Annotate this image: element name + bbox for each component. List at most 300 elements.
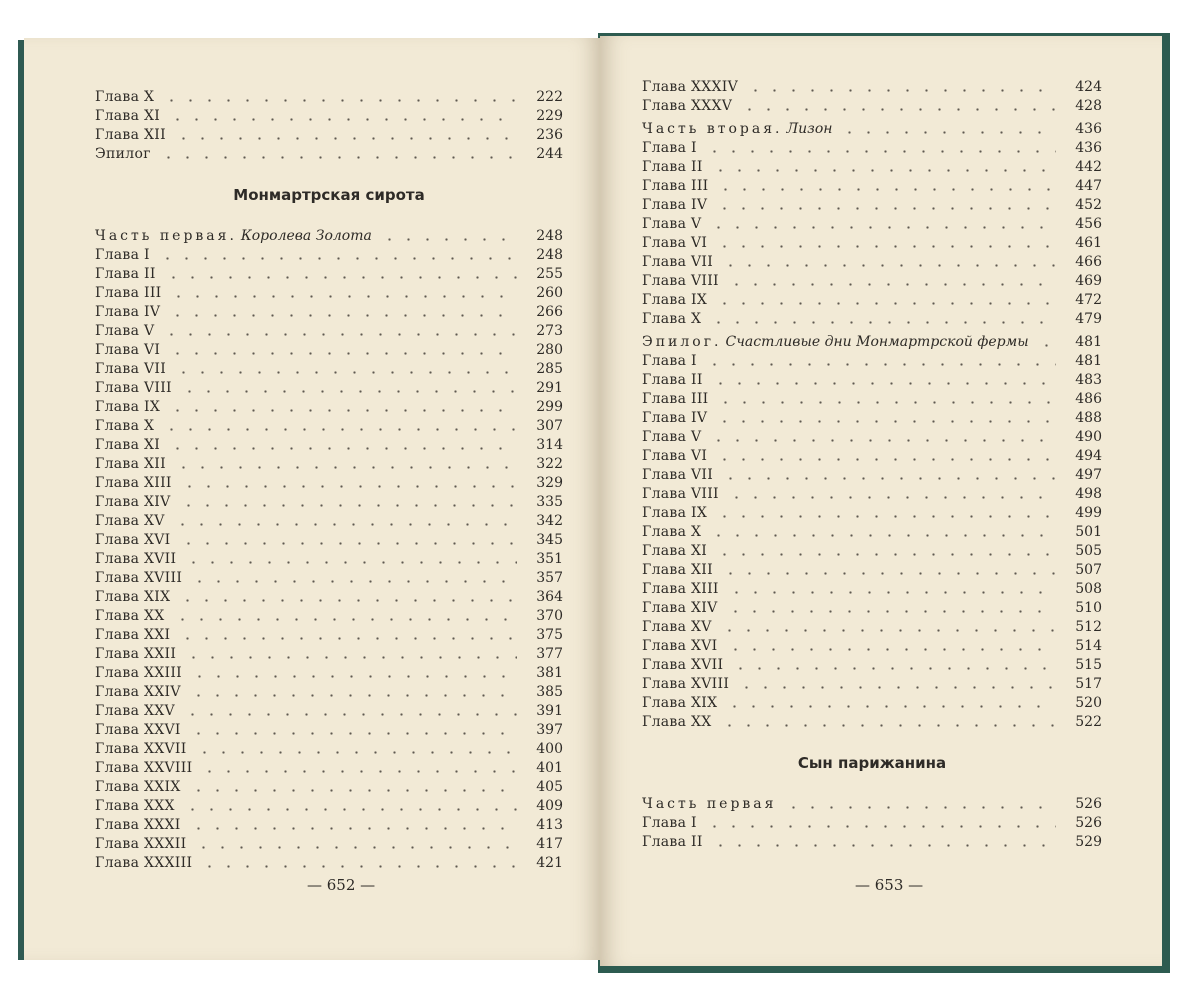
toc-entry — [95, 854, 563, 873]
entry-label: Глава XVI — [95, 532, 171, 548]
toc-entry — [95, 474, 563, 493]
section-heading: Монмартрская сирота — [233, 186, 425, 204]
entry-page-number: 345 — [536, 532, 563, 548]
entry-label: Глава X — [642, 524, 702, 540]
toc-column — [95, 88, 563, 873]
entry-label: Глава VII — [642, 467, 714, 483]
entry-page-number: 424 — [1075, 79, 1102, 95]
toc-entry — [95, 531, 563, 550]
dot-leader — [180, 485, 517, 488]
entry-page-number: 514 — [1075, 638, 1102, 654]
toc-entry — [642, 215, 1102, 234]
toc-entry — [642, 428, 1102, 447]
entry-label: Глава XXXV — [642, 98, 733, 114]
dot-leader — [725, 705, 1056, 708]
dot-leader — [711, 844, 1056, 847]
toc-entry — [95, 683, 563, 702]
entry-page-number: 442 — [1075, 159, 1102, 175]
toc-entry — [642, 656, 1102, 675]
dot-leader — [179, 504, 518, 507]
entry-page-number: 469 — [1075, 273, 1102, 289]
entry-label: Глава XXX — [95, 798, 175, 814]
dot-leader — [709, 226, 1056, 229]
entry-page-number: 266 — [536, 304, 563, 320]
toc-entry — [95, 455, 563, 474]
entry-label: Глава XVI — [642, 638, 718, 654]
dot-leader — [709, 534, 1056, 537]
entry-label: Глава X — [642, 311, 702, 327]
entry-page-number: 505 — [1075, 543, 1102, 559]
dot-leader — [158, 257, 517, 260]
entry-page-number: 409 — [536, 798, 563, 814]
toc-entry — [95, 759, 563, 778]
entry-label: Часть первая — [642, 796, 777, 812]
entry-page-number: 260 — [536, 285, 563, 301]
entry-page-number: 236 — [536, 127, 563, 143]
entry-page-number: 391 — [536, 703, 563, 719]
toc-entry — [95, 569, 563, 588]
dot-leader — [715, 245, 1056, 248]
dot-leader — [709, 321, 1056, 324]
dot-leader — [721, 264, 1056, 267]
entry-page-number: 461 — [1075, 235, 1102, 251]
dot-leader — [727, 283, 1056, 286]
toc-entry — [642, 139, 1102, 158]
entry-label: Глава VI — [642, 448, 708, 464]
entry-label: Глава V — [642, 216, 702, 232]
entry-label: Глава XXVIII — [95, 760, 193, 776]
toc-entry — [95, 797, 563, 816]
entry-label: Глава VIII — [642, 273, 719, 289]
toc-entry — [642, 637, 1102, 656]
dot-leader — [711, 169, 1056, 172]
left-page — [24, 38, 600, 960]
entry-page-number: 248 — [536, 247, 563, 263]
entry-label: Глава XXXI — [95, 817, 181, 833]
entry-page-number: 400 — [536, 741, 563, 757]
entry-page-number: 498 — [1075, 486, 1102, 502]
entry-page-number: 499 — [1075, 505, 1102, 521]
dot-leader — [174, 466, 517, 469]
entry-page-number: 342 — [536, 513, 563, 529]
entry-label: Глава XI — [642, 543, 708, 559]
entry-page-number: 401 — [536, 760, 563, 776]
toc-entry — [642, 694, 1102, 713]
toc-entry — [642, 390, 1102, 409]
entry-label: Глава VI — [642, 235, 708, 251]
dot-leader — [726, 610, 1057, 613]
entry-page-number: 497 — [1075, 467, 1102, 483]
entry-page-number: 364 — [536, 589, 563, 605]
entry-page-number: 479 — [1075, 311, 1102, 327]
entry-page-number: 517 — [1075, 676, 1102, 692]
toc-entry — [95, 265, 563, 284]
dot-leader — [716, 188, 1056, 191]
toc-entry — [95, 740, 563, 759]
entry-label: Глава XX — [95, 608, 165, 624]
toc-entry — [95, 778, 563, 797]
toc-entry — [95, 588, 563, 607]
entry-label: Глава XVIII — [642, 676, 730, 692]
entry-page-number: 486 — [1075, 391, 1102, 407]
dot-leader — [721, 572, 1056, 575]
entry-label: Глава XXIV — [95, 684, 181, 700]
entry-label: Глава IV — [642, 197, 708, 213]
dot-leader — [194, 846, 517, 849]
entry-label: Глава XI — [95, 108, 161, 124]
entry-label: Глава XVII — [95, 551, 177, 567]
entry-page-number: 322 — [536, 456, 563, 472]
entry-label: Глава XIX — [95, 589, 171, 605]
toc-entry — [642, 409, 1102, 428]
entry-page-number: 273 — [536, 323, 563, 339]
dot-leader — [164, 276, 517, 279]
entry-page-number: 481 — [1075, 334, 1102, 350]
toc-entry — [642, 485, 1102, 504]
entry-label: Глава XII — [95, 127, 166, 143]
entry-label: Глава XX — [642, 714, 712, 730]
entry-label: Глава I — [95, 247, 150, 263]
entry-label: Глава XXIII — [95, 665, 183, 681]
toc-entry — [95, 145, 563, 164]
entry-page-number: 501 — [1075, 524, 1102, 540]
entry-label: Глава V — [95, 323, 155, 339]
dot-leader — [784, 806, 1056, 809]
toc-entry — [642, 599, 1102, 618]
entry-page-number: 314 — [536, 437, 563, 453]
entry-page-number: 507 — [1075, 562, 1102, 578]
toc-entry — [642, 291, 1102, 310]
toc-entry — [95, 107, 563, 126]
entry-label: Глава IV — [95, 304, 161, 320]
toc-entry — [642, 371, 1102, 390]
entry-label: Глава VI — [95, 342, 161, 358]
entry-page-number: 494 — [1075, 448, 1102, 464]
entry-label: Глава III — [95, 285, 162, 301]
dot-leader — [179, 542, 518, 545]
entry-page-number: 291 — [536, 380, 563, 396]
dot-leader — [715, 207, 1056, 210]
entry-page-number: 397 — [536, 722, 563, 738]
entry-page-number: 508 — [1075, 581, 1102, 597]
entry-page-number: 436 — [1075, 121, 1102, 137]
dot-leader — [184, 656, 517, 659]
dot-leader — [705, 825, 1056, 828]
toc-entry — [642, 542, 1102, 561]
entry-label: Глава II — [95, 266, 156, 282]
toc-entry — [642, 352, 1102, 371]
entry-page-number: 377 — [536, 646, 563, 662]
entry-page-number: 335 — [536, 494, 563, 510]
entry-page-number: 428 — [1075, 98, 1102, 114]
entry-label: Глава XI — [95, 437, 161, 453]
dot-leader — [705, 150, 1056, 153]
entry-page-number: 526 — [1075, 815, 1102, 831]
entry-page-number: 452 — [1075, 197, 1102, 213]
toc-entry — [95, 721, 563, 740]
toc-entry — [642, 523, 1102, 542]
right-page — [600, 36, 1162, 966]
entry-label: Глава VIII — [95, 380, 172, 396]
dot-leader — [726, 648, 1057, 651]
toc-entry — [95, 379, 563, 398]
dot-leader — [189, 694, 517, 697]
entry-page-number: 447 — [1075, 178, 1102, 194]
entry-label: Глава XXIX — [95, 779, 181, 795]
entry-label: Глава XII — [95, 456, 166, 472]
entry-page-number: 522 — [1075, 714, 1102, 730]
entry-page-number: 375 — [536, 627, 563, 643]
entry-page-number: 481 — [1075, 353, 1102, 369]
toc-entry — [642, 78, 1102, 97]
entry-label: Глава XV — [642, 619, 712, 635]
dot-leader — [162, 333, 517, 336]
dot-leader — [180, 390, 517, 393]
entry-page-number: 466 — [1075, 254, 1102, 270]
entry-label: Глава IX — [642, 505, 708, 521]
entry-page-number: 307 — [536, 418, 563, 434]
toc-entry — [95, 816, 563, 835]
entry-label: Глава XXXIV — [642, 79, 739, 95]
entry-label: Глава II — [642, 159, 703, 175]
toc-entry — [95, 303, 563, 322]
toc-entry — [642, 504, 1102, 523]
section-heading: Сын парижанина — [797, 754, 947, 772]
entry-label: Глава I — [642, 353, 697, 369]
dot-leader — [737, 686, 1056, 689]
entry-label: Глава X — [95, 89, 155, 105]
entry-label: Глава I — [642, 815, 697, 831]
dot-leader — [168, 352, 517, 355]
entry-page-number: 413 — [536, 817, 563, 833]
entry-page-number: 357 — [536, 570, 563, 586]
dot-leader — [1037, 344, 1056, 347]
toc-entry — [642, 97, 1102, 116]
entry-page-number: 285 — [536, 361, 563, 377]
entry-page-number: 510 — [1075, 600, 1102, 616]
toc-entry — [95, 322, 563, 341]
entry-label: Глава XIX — [642, 695, 718, 711]
dot-leader — [174, 137, 517, 140]
entry-title: Королева Золота — [240, 228, 372, 244]
toc-entry — [642, 120, 1102, 139]
entry-label: Глава IV — [642, 410, 708, 426]
entry-page-number: 417 — [536, 836, 563, 852]
entry-page-number: 244 — [536, 146, 563, 162]
dot-leader — [189, 732, 517, 735]
dot-leader — [727, 591, 1056, 594]
dot-leader — [174, 371, 517, 374]
toc-entry — [642, 234, 1102, 253]
dot-leader — [200, 770, 517, 773]
entry-page-number: 329 — [536, 475, 563, 491]
entry-page-number: 385 — [536, 684, 563, 700]
entry-page-number: 248 — [536, 228, 563, 244]
dot-leader — [727, 496, 1056, 499]
toc-entry — [642, 795, 1102, 814]
entry-page-number: 483 — [1075, 372, 1102, 388]
entry-label: Глава XXV — [95, 703, 175, 719]
dot-leader — [200, 865, 517, 868]
toc-entry — [95, 626, 563, 645]
dot-leader — [715, 302, 1056, 305]
toc-entry — [95, 126, 563, 145]
entry-label: Глава III — [642, 178, 709, 194]
dot-leader — [740, 108, 1056, 111]
toc-entry — [95, 284, 563, 303]
dot-leader — [720, 724, 1056, 727]
dot-leader — [183, 713, 517, 716]
toc-column — [642, 78, 1102, 852]
dot-leader — [721, 477, 1056, 480]
entry-label: Глава XV — [95, 513, 165, 529]
entry-title: Счастливые дни Монмартрской фермы — [725, 334, 1029, 350]
entry-label: Глава II — [642, 834, 703, 850]
entry-label: Глава X — [95, 418, 155, 434]
toc-entry — [95, 512, 563, 531]
entry-page-number: 280 — [536, 342, 563, 358]
dot-leader — [159, 156, 517, 159]
toc-entry — [95, 341, 563, 360]
toc-entry — [95, 607, 563, 626]
entry-page-number: 405 — [536, 779, 563, 795]
entry-label: Глава I — [642, 140, 697, 156]
dot-leader — [195, 751, 517, 754]
entry-page-number: 490 — [1075, 429, 1102, 445]
entry-page-number: 299 — [536, 399, 563, 415]
entry-page-number: 255 — [536, 266, 563, 282]
toc-entry — [642, 675, 1102, 694]
toc-entry — [95, 246, 563, 265]
toc-entry — [642, 833, 1102, 852]
toc-entry — [95, 88, 563, 107]
toc-entry — [95, 550, 563, 569]
entry-label: Глава XIV — [95, 494, 171, 510]
dot-leader — [711, 382, 1056, 385]
toc-entry — [95, 227, 563, 246]
entry-page-number: 488 — [1075, 410, 1102, 426]
dot-leader — [189, 789, 517, 792]
dot-leader — [380, 238, 517, 241]
toc-entry — [95, 436, 563, 455]
entry-label: Глава XXI — [95, 627, 171, 643]
page-number: — 652 — — [307, 876, 376, 894]
toc-entry — [642, 196, 1102, 215]
dot-leader — [162, 428, 517, 431]
entry-page-number: 472 — [1075, 292, 1102, 308]
dot-leader — [715, 420, 1056, 423]
entry-label: Эпилог. — [642, 334, 722, 350]
entry-page-number: 526 — [1075, 796, 1102, 812]
dot-leader — [709, 439, 1056, 442]
entry-label: Глава IX — [642, 292, 708, 308]
dot-leader — [715, 458, 1056, 461]
entry-label: Глава XII — [642, 562, 713, 578]
toc-entry — [642, 177, 1102, 196]
entry-label: Глава XXVI — [95, 722, 181, 738]
dot-leader — [173, 523, 517, 526]
dot-leader — [746, 89, 1056, 92]
dot-leader — [184, 561, 517, 564]
entry-label: Глава XIV — [642, 600, 718, 616]
entry-page-number: 515 — [1075, 657, 1102, 673]
toc-entry — [95, 417, 563, 436]
dot-leader — [715, 553, 1056, 556]
entry-label: Глава XIII — [642, 581, 719, 597]
dot-leader — [189, 827, 517, 830]
entry-page-number: 222 — [536, 89, 563, 105]
dot-leader — [168, 447, 517, 450]
dot-leader — [183, 808, 517, 811]
entry-page-number: 370 — [536, 608, 563, 624]
dot-leader — [173, 618, 517, 621]
entry-page-number: 520 — [1075, 695, 1102, 711]
entry-page-number: 421 — [536, 855, 563, 871]
toc-entry — [642, 310, 1102, 329]
entry-label: Часть первая. — [95, 228, 237, 244]
toc-entry — [642, 561, 1102, 580]
toc-entry — [642, 272, 1102, 291]
entry-label: Глава XIII — [95, 475, 172, 491]
entry-page-number: 229 — [536, 108, 563, 124]
entry-label: Глава XXXII — [95, 836, 187, 852]
entry-page-number: 436 — [1075, 140, 1102, 156]
toc-entry — [95, 360, 563, 379]
toc-entry — [642, 713, 1102, 732]
dot-leader — [190, 675, 517, 678]
toc-entry — [95, 493, 563, 512]
dot-leader — [168, 314, 517, 317]
entry-label: Глава XXVII — [95, 741, 187, 757]
dot-leader — [169, 295, 517, 298]
toc-entry — [642, 466, 1102, 485]
dot-leader — [178, 637, 517, 640]
entry-label: Глава IX — [95, 399, 161, 415]
dot-leader — [716, 401, 1056, 404]
entry-label: Глава XXII — [95, 646, 177, 662]
entry-label: Глава VII — [95, 361, 167, 377]
dot-leader — [168, 409, 517, 412]
entry-label: Глава XXXIII — [95, 855, 193, 871]
dot-leader — [168, 118, 517, 121]
entry-label: Эпилог — [95, 146, 151, 162]
entry-page-number: 381 — [536, 665, 563, 681]
toc-entry — [642, 158, 1102, 177]
toc-entry — [642, 814, 1102, 833]
entry-label: Глава II — [642, 372, 703, 388]
toc-entry — [95, 664, 563, 683]
toc-entry — [642, 580, 1102, 599]
entry-label: Глава III — [642, 391, 709, 407]
entry-page-number: 529 — [1075, 834, 1102, 850]
dot-leader — [705, 363, 1056, 366]
dot-leader — [178, 599, 517, 602]
dot-leader — [715, 515, 1056, 518]
toc-entry — [95, 398, 563, 417]
toc-entry — [95, 645, 563, 664]
entry-label: Глава XVIII — [95, 570, 183, 586]
entry-page-number: 456 — [1075, 216, 1102, 232]
page-number: — 653 — — [855, 876, 924, 894]
dot-leader — [162, 99, 517, 102]
entry-label: Глава V — [642, 429, 702, 445]
dot-leader — [840, 131, 1056, 134]
toc-entry — [642, 618, 1102, 637]
entry-page-number: 512 — [1075, 619, 1102, 635]
entry-page-number: 351 — [536, 551, 563, 567]
dot-leader — [720, 629, 1056, 632]
toc-entry — [642, 333, 1102, 352]
